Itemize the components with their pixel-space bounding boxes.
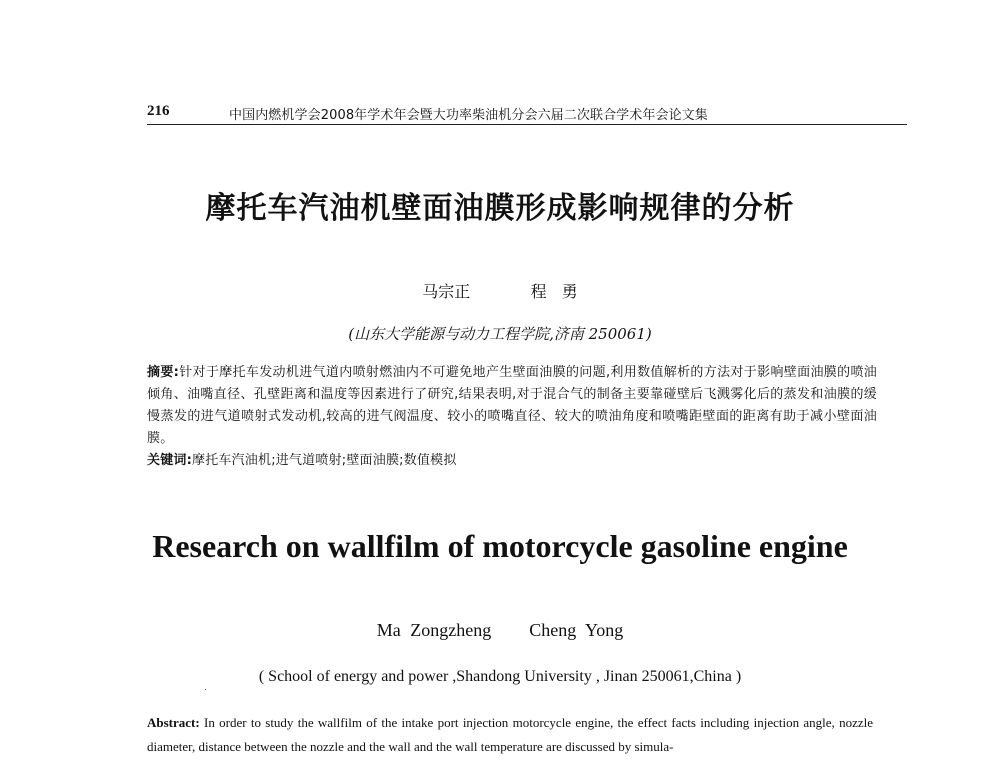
english-authors: Ma Zongzheng Cheng Yong [376,620,624,640]
chinese-abstract-text: 针对于摩托车发动机进气道内喷射燃油内不可避免地产生壁面油膜的问题,利用数值解析的方法对于影响壁面油膜的喷油倾角、油嘴直径、孔壁距离和温度等因素进行了研究,结果表明,对于混合气的制备主要靠碰壁后飞溅雾化后的蒸发和油膜的缓慢蒸发的进气道喷射式发动机,较高的进气阀温度、较小的喷嘴直径、较大的喷油角度和喷嘴距壁面的距离有助于减小壁面油膜。 [147,365,877,446]
chinese-keywords-text: 摩托车汽油机;进气道喷射;壁面油膜;数值模拟 [192,453,457,468]
chinese-title: 摩托车汽油机壁面油膜形成影响规律的分析 [205,191,795,226]
header-rule [147,124,907,125]
english-abstract-text: In order to study the wallfilm of the intake port injection motorcycle engine, the effect facts including injection angle, nozzle diameter, distance between the nozzle and the wall and the wall temperature are discussed by simula- [147,715,873,754]
scan-speck [205,689,206,690]
chinese-abstract-label: 摘要: [147,365,180,380]
english-title: Research on wallfilm of motorcycle gasoline engine [152,528,848,564]
chinese-affiliation: (山东大学能源与动力工程学院,济南 250061) [348,325,652,343]
chinese-keywords [147,450,877,472]
english-abstract-label: Abstract: [147,715,200,730]
journal-title: 中国内燃机学会2008年学术年会暨大功率柴油机分会六届二次联合学术年会论文集 [229,108,708,123]
english-abstract-paragraph [147,711,873,759]
running-header [147,103,907,125]
chinese-authors: 马宗正 程 勇 [422,282,578,301]
page-number: 216 [147,103,170,119]
english-abstract [147,711,873,759]
chinese-keywords-label: 关键词: [147,453,192,468]
english-affiliation: ( School of energy and power ,Shandong University , Jinan 250061,China ) [258,668,742,685]
chinese-abstract-paragraph [147,362,877,450]
chinese-abstract [147,362,877,472]
